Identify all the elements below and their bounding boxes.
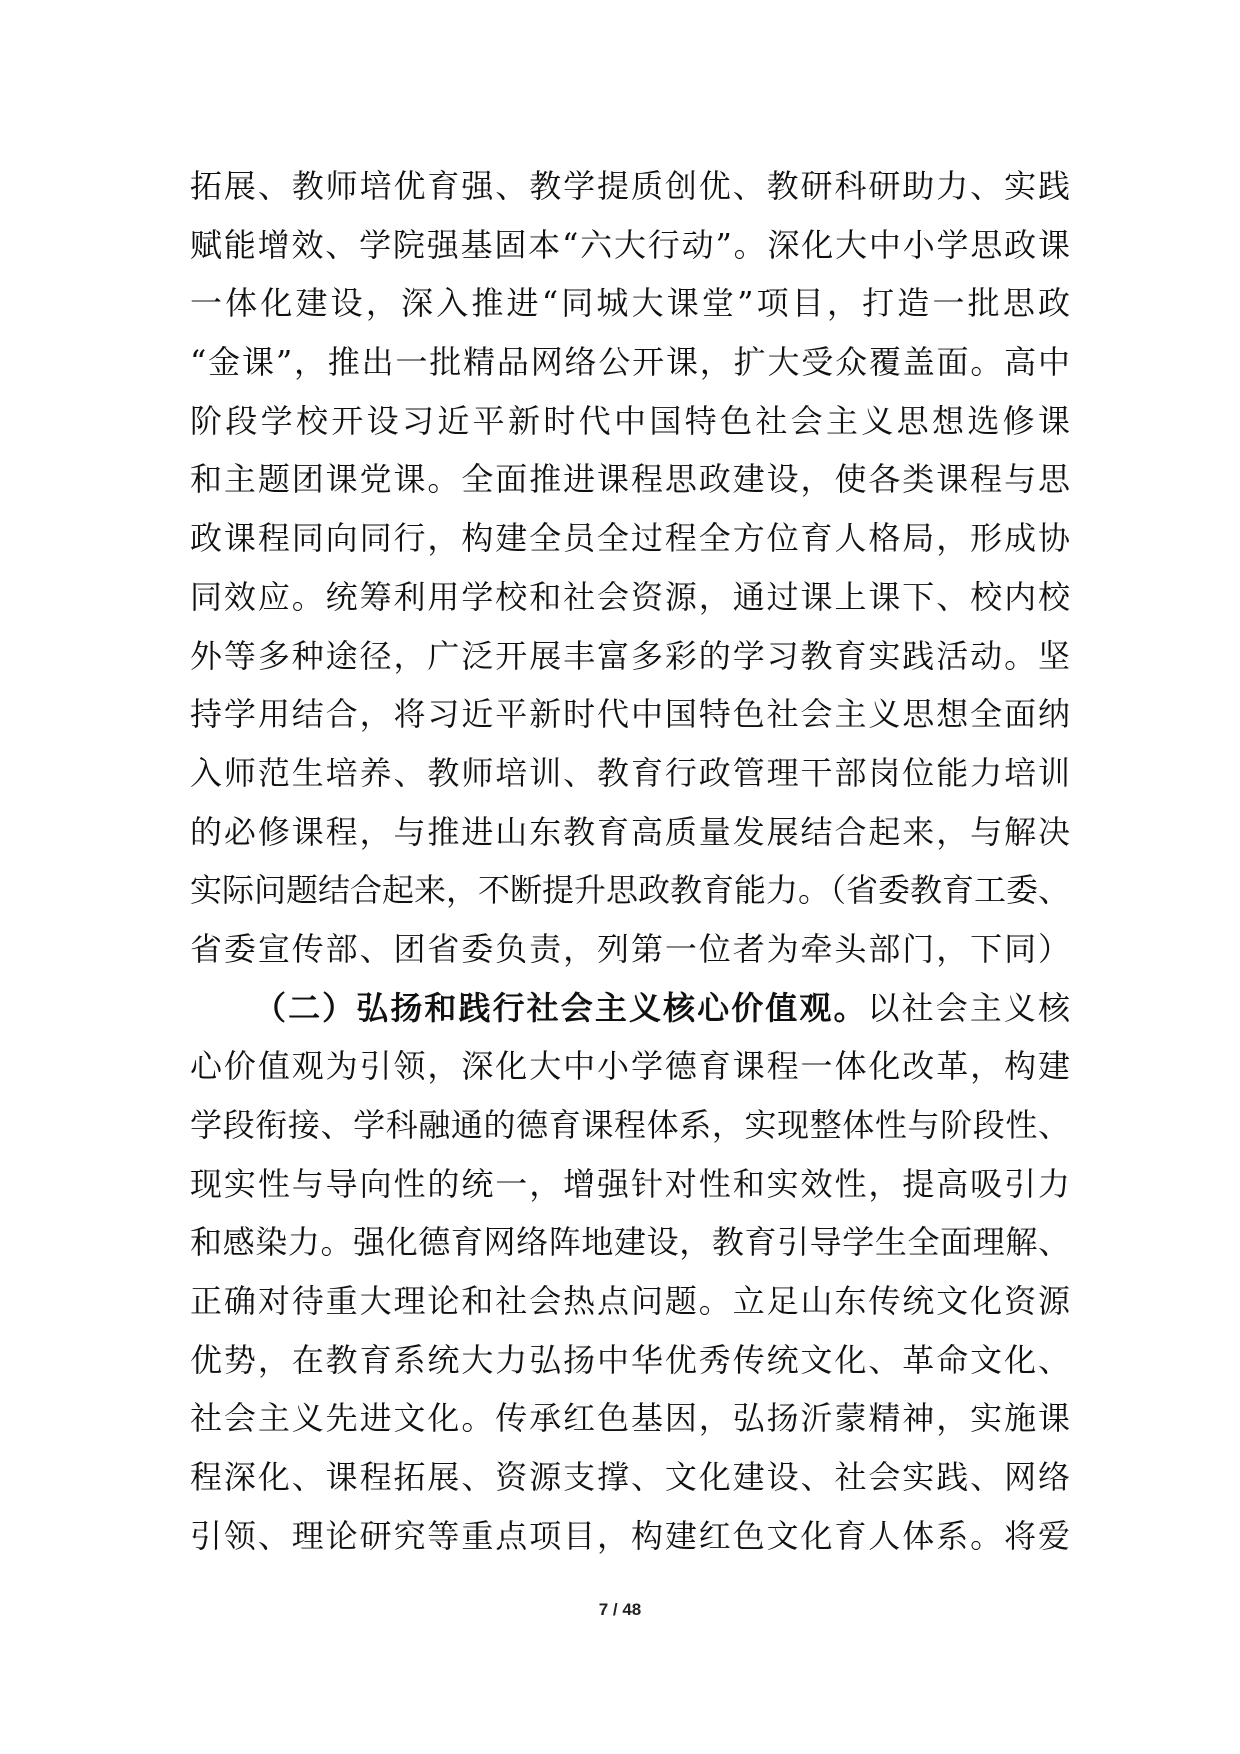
text-line: 外等多种途径，广泛开展丰富多彩的学习教育实践活动。坚 bbox=[190, 636, 1070, 675]
text-line-heading bbox=[190, 979, 1070, 1038]
paragraph-core-values bbox=[190, 979, 1070, 1566]
text-line: 优势，在教育系统大力弘扬中华优秀传统文化、革命文化、 bbox=[190, 1340, 1070, 1379]
text-line: 心价值观为引领，深化大中小学德育课程一体化改革，构建 bbox=[190, 1047, 1070, 1086]
text-line: 现实性与导向性的统一，增强针对性和实效性，提高吸引力 bbox=[190, 1164, 1070, 1203]
heading-line-rest: 以社会主义核 bbox=[867, 988, 1070, 1027]
text-line: 入师范生培养、教师培训、教育行政管理干部岗位能力培训 bbox=[190, 753, 1070, 792]
text-line: 赋能增效、学院强基固本“六大行动”。深化大中小学思政课 bbox=[190, 225, 1070, 264]
text-line: 省委宣传部、团省委负责，列第一位者为牵头部门，下同） bbox=[190, 929, 1070, 968]
text-line: “金课”，推出一批精品网络公开课，扩大受众覆盖面。高中 bbox=[190, 343, 1070, 382]
body-text bbox=[190, 157, 1070, 1566]
text-line: 学段衔接、学科融通的德育课程体系，实现整体性与阶段性、 bbox=[190, 1106, 1070, 1144]
section-heading: （二）弘扬和践行社会主义核心价值观。 bbox=[254, 988, 868, 1027]
text-line: 拓展、教师培优育强、教学提质创优、教研科研助力、实践 bbox=[190, 167, 1070, 205]
text-line: 政课程同向同行，构建全员全过程全方位育人格局，形成协 bbox=[190, 519, 1070, 558]
text-line: 社会主义先进文化。传承红色基因，弘扬沂蒙精神，实施课 bbox=[190, 1399, 1070, 1438]
paragraph-continued bbox=[190, 157, 1070, 979]
page-number: 7 / 48 bbox=[598, 1600, 642, 1619]
text-line: 一体化建设，深入推进“同城大课堂”项目，打造一批思政 bbox=[190, 284, 1070, 323]
text-line: 持学用结合，将习近平新时代中国特色社会主义思想全面纳 bbox=[190, 695, 1070, 734]
text-line: 和主题团课党课。全面推进课程思政建设，使各类课程与思 bbox=[190, 460, 1070, 499]
text-line: 程深化、课程拓展、资源支撑、文化建设、社会实践、网络 bbox=[190, 1458, 1070, 1497]
text-line: 同效应。统筹利用学校和社会资源，通过课上课下、校内校 bbox=[190, 577, 1070, 616]
text-line: 和感染力。强化德育网络阵地建设，教育引导学生全面理解、 bbox=[190, 1223, 1070, 1262]
text-line: 正确对待重大理论和社会热点问题。立足山东传统文化资源 bbox=[190, 1282, 1070, 1321]
text-line: 引领、理论研究等重点项目，构建红色文化育人体系。将爱 bbox=[190, 1516, 1070, 1555]
text-line: 阶段学校开设习近平新时代中国特色社会主义思想选修课 bbox=[190, 401, 1070, 440]
text-line: 的必修课程，与推进山东教育高质量发展结合起来，与解决 bbox=[190, 812, 1070, 851]
text-line: 实际问题结合起来，不断提升思政教育能力。（省委教育工委、 bbox=[190, 871, 1071, 910]
